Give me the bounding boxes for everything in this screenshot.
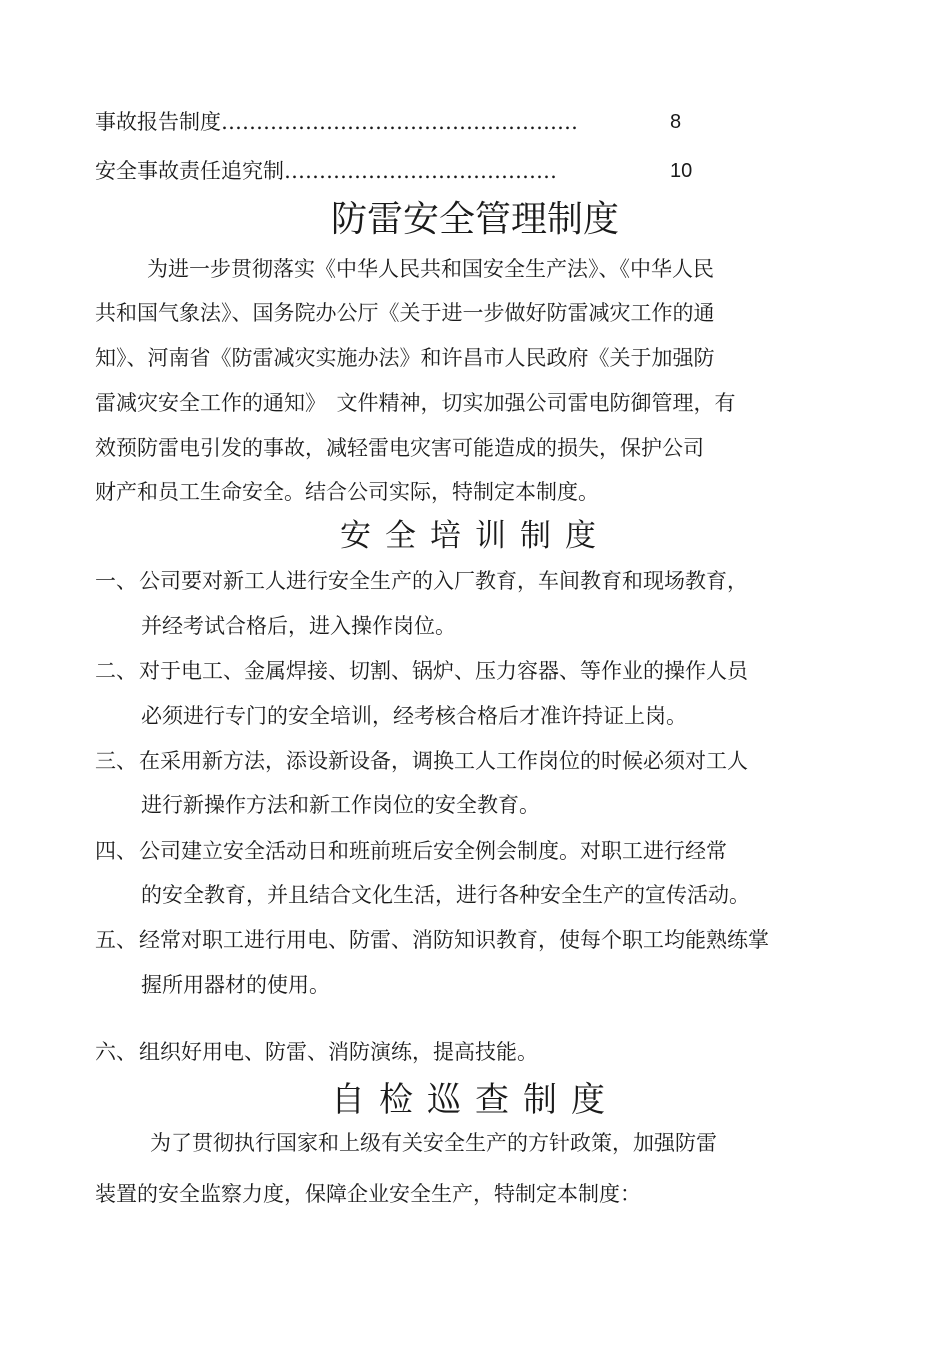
list-item-number: 一、 (95, 569, 137, 593)
section-title-inspection: 自检巡查制度 (331, 1080, 619, 1120)
toc-entry-title: 安全事故责任追究制………………………………… (95, 159, 557, 183)
list-item (95, 746, 748, 776)
list-item-continuation: 进行新操作方法和新工作岗位的安全教育。 (141, 793, 540, 817)
section-title-training: 安全培训制度 (340, 518, 610, 554)
list-item-continuation: 并经考试合格后，进入操作岗位。 (141, 614, 456, 638)
list-item (95, 925, 769, 955)
paragraph-line: 效预防雷电引发的事故，减轻雷电灾害可能造成的损失，保护公司 (95, 436, 704, 460)
section-title-lightning: 防雷安全管理制度 (330, 199, 619, 240)
paragraph-line: 共和国气象法》、国务院办公厅《关于进一步做好防雷减灾工作的通 (95, 301, 715, 325)
paragraph-line: 为了贯彻执行国家和上级有关安全生产的方针政策，加强防雷 (150, 1131, 717, 1155)
toc-entry-accountability[interactable] (95, 155, 705, 187)
paragraph-line: 雷减灾安全工作的通知》 文件精神，切实加强公司雷电防御管理，有 (95, 391, 736, 415)
list-item (95, 1037, 538, 1067)
list-item (95, 836, 727, 866)
list-item-number: 五、 (95, 928, 137, 952)
paragraph-line: 知》、河南省《防雷减灾实施办法》和许昌市人民政府《关于加强防 (95, 346, 715, 370)
list-item (95, 656, 748, 686)
toc-entry-title: 事故报告制度…………………………………………… (95, 110, 578, 134)
list-item-text: 在采用新方法，添设新设备，调换工人工作岗位的时候必须对工人 (139, 749, 748, 773)
list-item-number: 二、 (95, 659, 137, 683)
list-item (95, 566, 748, 596)
list-item-continuation: 必须进行专门的安全培训，经考核合格后才准许持证上岗。 (141, 704, 687, 728)
toc-entry-page: 10 (670, 160, 693, 182)
list-item-text: 公司建立安全活动日和班前班后安全例会制度。对职工进行经常 (139, 839, 727, 863)
list-item-text: 经常对职工进行用电、防雷、消防知识教育，使每个职工均能熟练掌 (139, 928, 769, 952)
list-item-continuation: 的安全教育，并且结合文化生活，进行各种安全生产的宣传活动。 (141, 883, 750, 907)
paragraph-line: 财产和员工生命安全。结合公司实际，特制定本制度。 (95, 480, 599, 504)
toc-entry-accident-report[interactable] (95, 106, 705, 138)
list-item-number: 四、 (95, 839, 137, 863)
list-item-continuation: 握所用器材的使用。 (141, 973, 330, 997)
list-item-number: 三、 (95, 749, 137, 773)
paragraph-line: 为进一步贯彻落实《中华人民共和国安全生产法》、《中华人民 (147, 257, 714, 281)
list-item-text: 对于电工、金属焊接、切割、锅炉、压力容器、等作业的操作人员 (139, 659, 748, 683)
list-item-text: 组织好用电、防雷、消防演练，提高技能。 (139, 1040, 538, 1064)
paragraph-line: 装置的安全监察力度，保障企业安全生产，特制定本制度： (95, 1182, 641, 1206)
list-item-text: 公司要对新工人进行安全生产的入厂教育，车间教育和现场教育， (139, 569, 748, 593)
toc-entry-page: 8 (670, 111, 682, 133)
list-item-number: 六、 (95, 1040, 137, 1064)
